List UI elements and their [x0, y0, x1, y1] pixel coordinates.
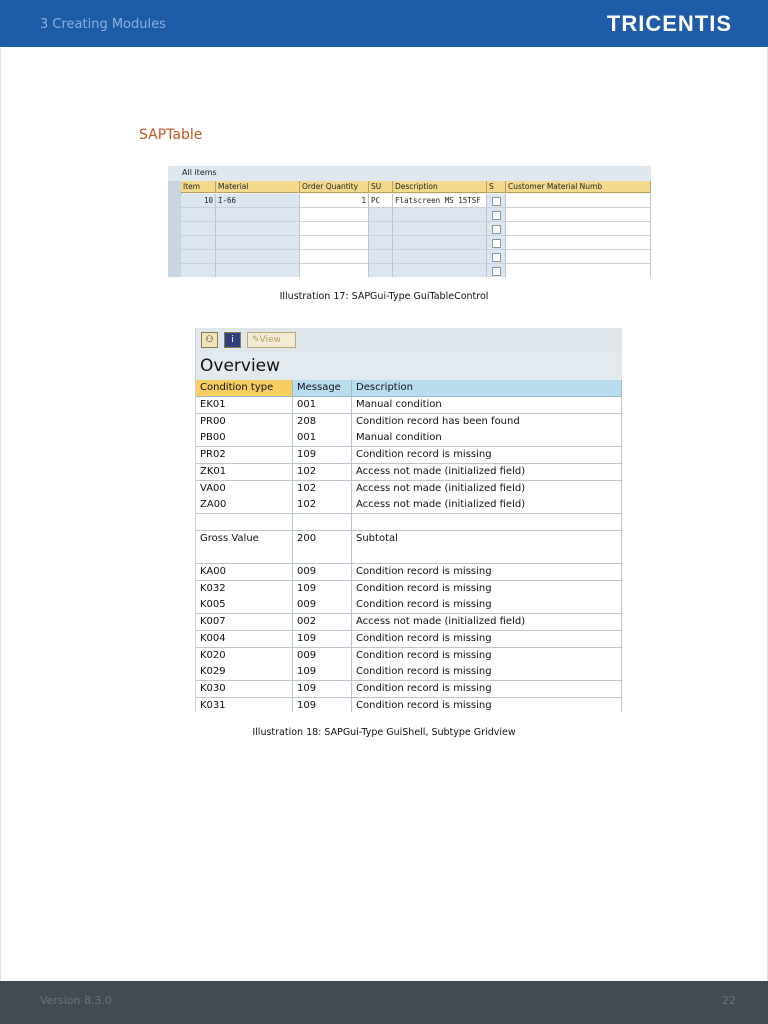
table-cell[interactable]: Flatscreen MS 15TSF	[393, 194, 487, 208]
grid-cell[interactable]: 001	[293, 430, 352, 447]
grid-cell[interactable]: K020	[196, 648, 293, 665]
tricentis-logo: TRICENTIS	[606, 11, 732, 36]
grid-cell[interactable]: 002	[293, 614, 352, 631]
column-header[interactable]: Material	[216, 181, 300, 193]
caption-illustration-18: Illustration 18: SAPGui-Type GuiShell, Subtype Gridview	[252, 727, 516, 738]
grid-column-header[interactable]: Description	[352, 380, 622, 397]
table-cell[interactable]	[393, 250, 487, 264]
table-cell[interactable]	[300, 250, 369, 264]
table-cell[interactable]	[216, 250, 300, 264]
grid-column-header[interactable]: Message	[293, 380, 352, 397]
table-cell[interactable]	[300, 222, 369, 236]
table-cell[interactable]	[487, 236, 506, 250]
grid-cell[interactable]: Access not made (initialized field)	[352, 614, 622, 631]
grid-cell[interactable]: Manual condition	[352, 430, 622, 447]
row-checkbox[interactable]	[492, 211, 501, 220]
grid-cell[interactable]: 109	[293, 681, 352, 698]
table-cell[interactable]	[181, 208, 216, 222]
table-cell[interactable]	[506, 222, 651, 236]
grid-cell[interactable]: K029	[196, 664, 293, 681]
table-title-row	[168, 166, 651, 181]
grid-cell[interactable]: 109	[293, 447, 352, 464]
grid-cell[interactable]: K005	[196, 597, 293, 614]
grid-cell[interactable]: PB00	[196, 430, 293, 447]
grid-cell[interactable]: Manual condition	[352, 397, 622, 414]
grid-cell[interactable]: PR02	[196, 447, 293, 464]
table-title: All items	[182, 168, 217, 177]
grid-cell[interactable]: 102	[293, 464, 352, 481]
section-title: SAPTable	[139, 127, 203, 143]
grid-cell[interactable]: 009	[293, 564, 352, 581]
grid-cell[interactable]: 109	[293, 581, 352, 598]
view-button[interactable]: ✎View	[247, 332, 296, 348]
grid-cell[interactable]: 009	[293, 648, 352, 665]
column-header[interactable]: Order Quantity	[300, 181, 369, 193]
grid-cell[interactable]: Condition record is missing	[352, 698, 622, 712]
table-cell[interactable]	[506, 236, 651, 250]
table-cell[interactable]	[216, 264, 300, 277]
table-cell[interactable]	[300, 236, 369, 250]
grid-cell[interactable]: 102	[293, 497, 352, 514]
table-cell[interactable]	[487, 208, 506, 222]
grid-cell[interactable]: Condition record is missing	[352, 581, 622, 598]
grid-cell[interactable]: Subtotal	[352, 531, 622, 548]
grid-cell[interactable]	[293, 514, 352, 531]
grid-cell[interactable]: Access not made (initialized field)	[352, 464, 622, 481]
column-header[interactable]: S	[487, 181, 506, 193]
table-cell[interactable]	[216, 208, 300, 222]
table-cell[interactable]	[487, 250, 506, 264]
table-cell[interactable]	[487, 194, 506, 208]
table-cell[interactable]	[181, 236, 216, 250]
chapter-title: 3 Creating Modules	[40, 17, 166, 32]
grid-view	[195, 328, 622, 712]
grid-cell[interactable]: Gross Value	[196, 531, 293, 548]
grid-cell[interactable]: K004	[196, 631, 293, 648]
grid-cell[interactable]: 109	[293, 631, 352, 648]
grid-cell[interactable]: 200	[293, 531, 352, 548]
find-icon[interactable]: ⚇	[201, 332, 218, 348]
table-cell[interactable]	[506, 208, 651, 222]
grid-cell[interactable]: K031	[196, 698, 293, 712]
grid-cell[interactable]: 009	[293, 597, 352, 614]
table-cell[interactable]	[300, 264, 369, 277]
row-checkbox[interactable]	[492, 253, 501, 262]
table-cell[interactable]	[393, 208, 487, 222]
grid-cell[interactable]: 109	[293, 664, 352, 681]
table-cell[interactable]: PC	[369, 194, 393, 208]
grid-cell[interactable]: K030	[196, 681, 293, 698]
table-cell[interactable]	[181, 264, 216, 277]
column-header[interactable]: SU	[369, 181, 393, 193]
row-checkbox[interactable]	[492, 267, 501, 276]
grid-cell[interactable]: Condition record is missing	[352, 597, 622, 614]
table-cell[interactable]	[369, 208, 393, 222]
page-number: 22	[722, 994, 736, 1007]
table-cell[interactable]	[393, 264, 487, 277]
grid-cell[interactable]: Condition record is missing	[352, 447, 622, 464]
table-cell[interactable]	[369, 236, 393, 250]
table-cell[interactable]	[300, 208, 369, 222]
grid-cell[interactable]: Condition record is missing	[352, 564, 622, 581]
grid-cell[interactable]: ZA00	[196, 497, 293, 514]
table-cell[interactable]	[216, 222, 300, 236]
grid-cell[interactable]: PR00	[196, 414, 293, 431]
grid-cell[interactable]: ZK01	[196, 464, 293, 481]
row-selector-column[interactable]	[168, 181, 182, 277]
grid-cell[interactable]: 208	[293, 414, 352, 431]
grid-toolbar	[196, 328, 622, 353]
grid-cell[interactable]: Condition record is missing	[352, 681, 622, 698]
table-cell[interactable]: I-66	[216, 194, 300, 208]
table-cell[interactable]	[393, 236, 487, 250]
grid-cell[interactable]: 102	[293, 481, 352, 498]
caption-illustration-17: Illustration 17: SAPGui-Type GuiTableControl	[279, 291, 489, 302]
table-cell[interactable]	[487, 264, 506, 277]
grid-cell[interactable]: EK01	[196, 397, 293, 414]
grid-cell[interactable]: Condition record has been found	[352, 414, 622, 431]
table-cell[interactable]	[369, 264, 393, 277]
row-checkbox[interactable]	[492, 225, 501, 234]
grid-cell[interactable]: VA00	[196, 481, 293, 498]
grid-cell[interactable]: Condition record is missing	[352, 631, 622, 648]
row-checkbox[interactable]	[492, 197, 501, 206]
column-header[interactable]: Item	[181, 181, 216, 193]
grid-title: Overview	[200, 356, 281, 376]
grid-column-header[interactable]: Condition type	[196, 380, 293, 397]
info-icon[interactable]: i	[224, 332, 241, 348]
table-cell[interactable]: 10	[181, 194, 216, 208]
table-cell[interactable]	[216, 236, 300, 250]
grid-cell[interactable]: Access not made (initialized field)	[352, 481, 622, 498]
grid-cell[interactable]: KA00	[196, 564, 293, 581]
grid-cell[interactable]: K007	[196, 614, 293, 631]
table-cell[interactable]	[506, 194, 651, 208]
table-cell[interactable]	[506, 250, 651, 264]
sap-table-control	[168, 166, 651, 277]
grid-cell[interactable]: K032	[196, 581, 293, 598]
column-header[interactable]: Customer Material Numb	[506, 181, 651, 193]
column-header[interactable]: Description	[393, 181, 487, 193]
grid-cell[interactable]	[293, 547, 352, 564]
table-cell[interactable]	[393, 222, 487, 236]
view-button-label: View	[259, 335, 281, 345]
table-cell[interactable]	[487, 222, 506, 236]
footer-bar	[0, 981, 768, 1024]
table-cell[interactable]: 1	[300, 194, 369, 208]
row-checkbox[interactable]	[492, 239, 501, 248]
grid-cell[interactable]	[196, 547, 293, 564]
grid-cell[interactable]: 109	[293, 698, 352, 712]
table-cell[interactable]	[369, 222, 393, 236]
table-cell[interactable]	[181, 222, 216, 236]
grid-cell[interactable]: Condition record is missing	[352, 664, 622, 681]
table-cell[interactable]	[369, 250, 393, 264]
table-cell[interactable]	[506, 264, 651, 277]
grid-cell[interactable]	[352, 514, 622, 531]
grid-cell[interactable]: Access not made (initialized field)	[352, 497, 622, 514]
version-label: Version 8.3.0	[40, 994, 112, 1007]
table-cell[interactable]	[181, 250, 216, 264]
grid-cell[interactable]	[352, 547, 622, 564]
grid-cell[interactable]	[196, 514, 293, 531]
header-bar	[0, 0, 768, 47]
grid-cell[interactable]: Condition record is missing	[352, 648, 622, 665]
grid-cell[interactable]: 001	[293, 397, 352, 414]
